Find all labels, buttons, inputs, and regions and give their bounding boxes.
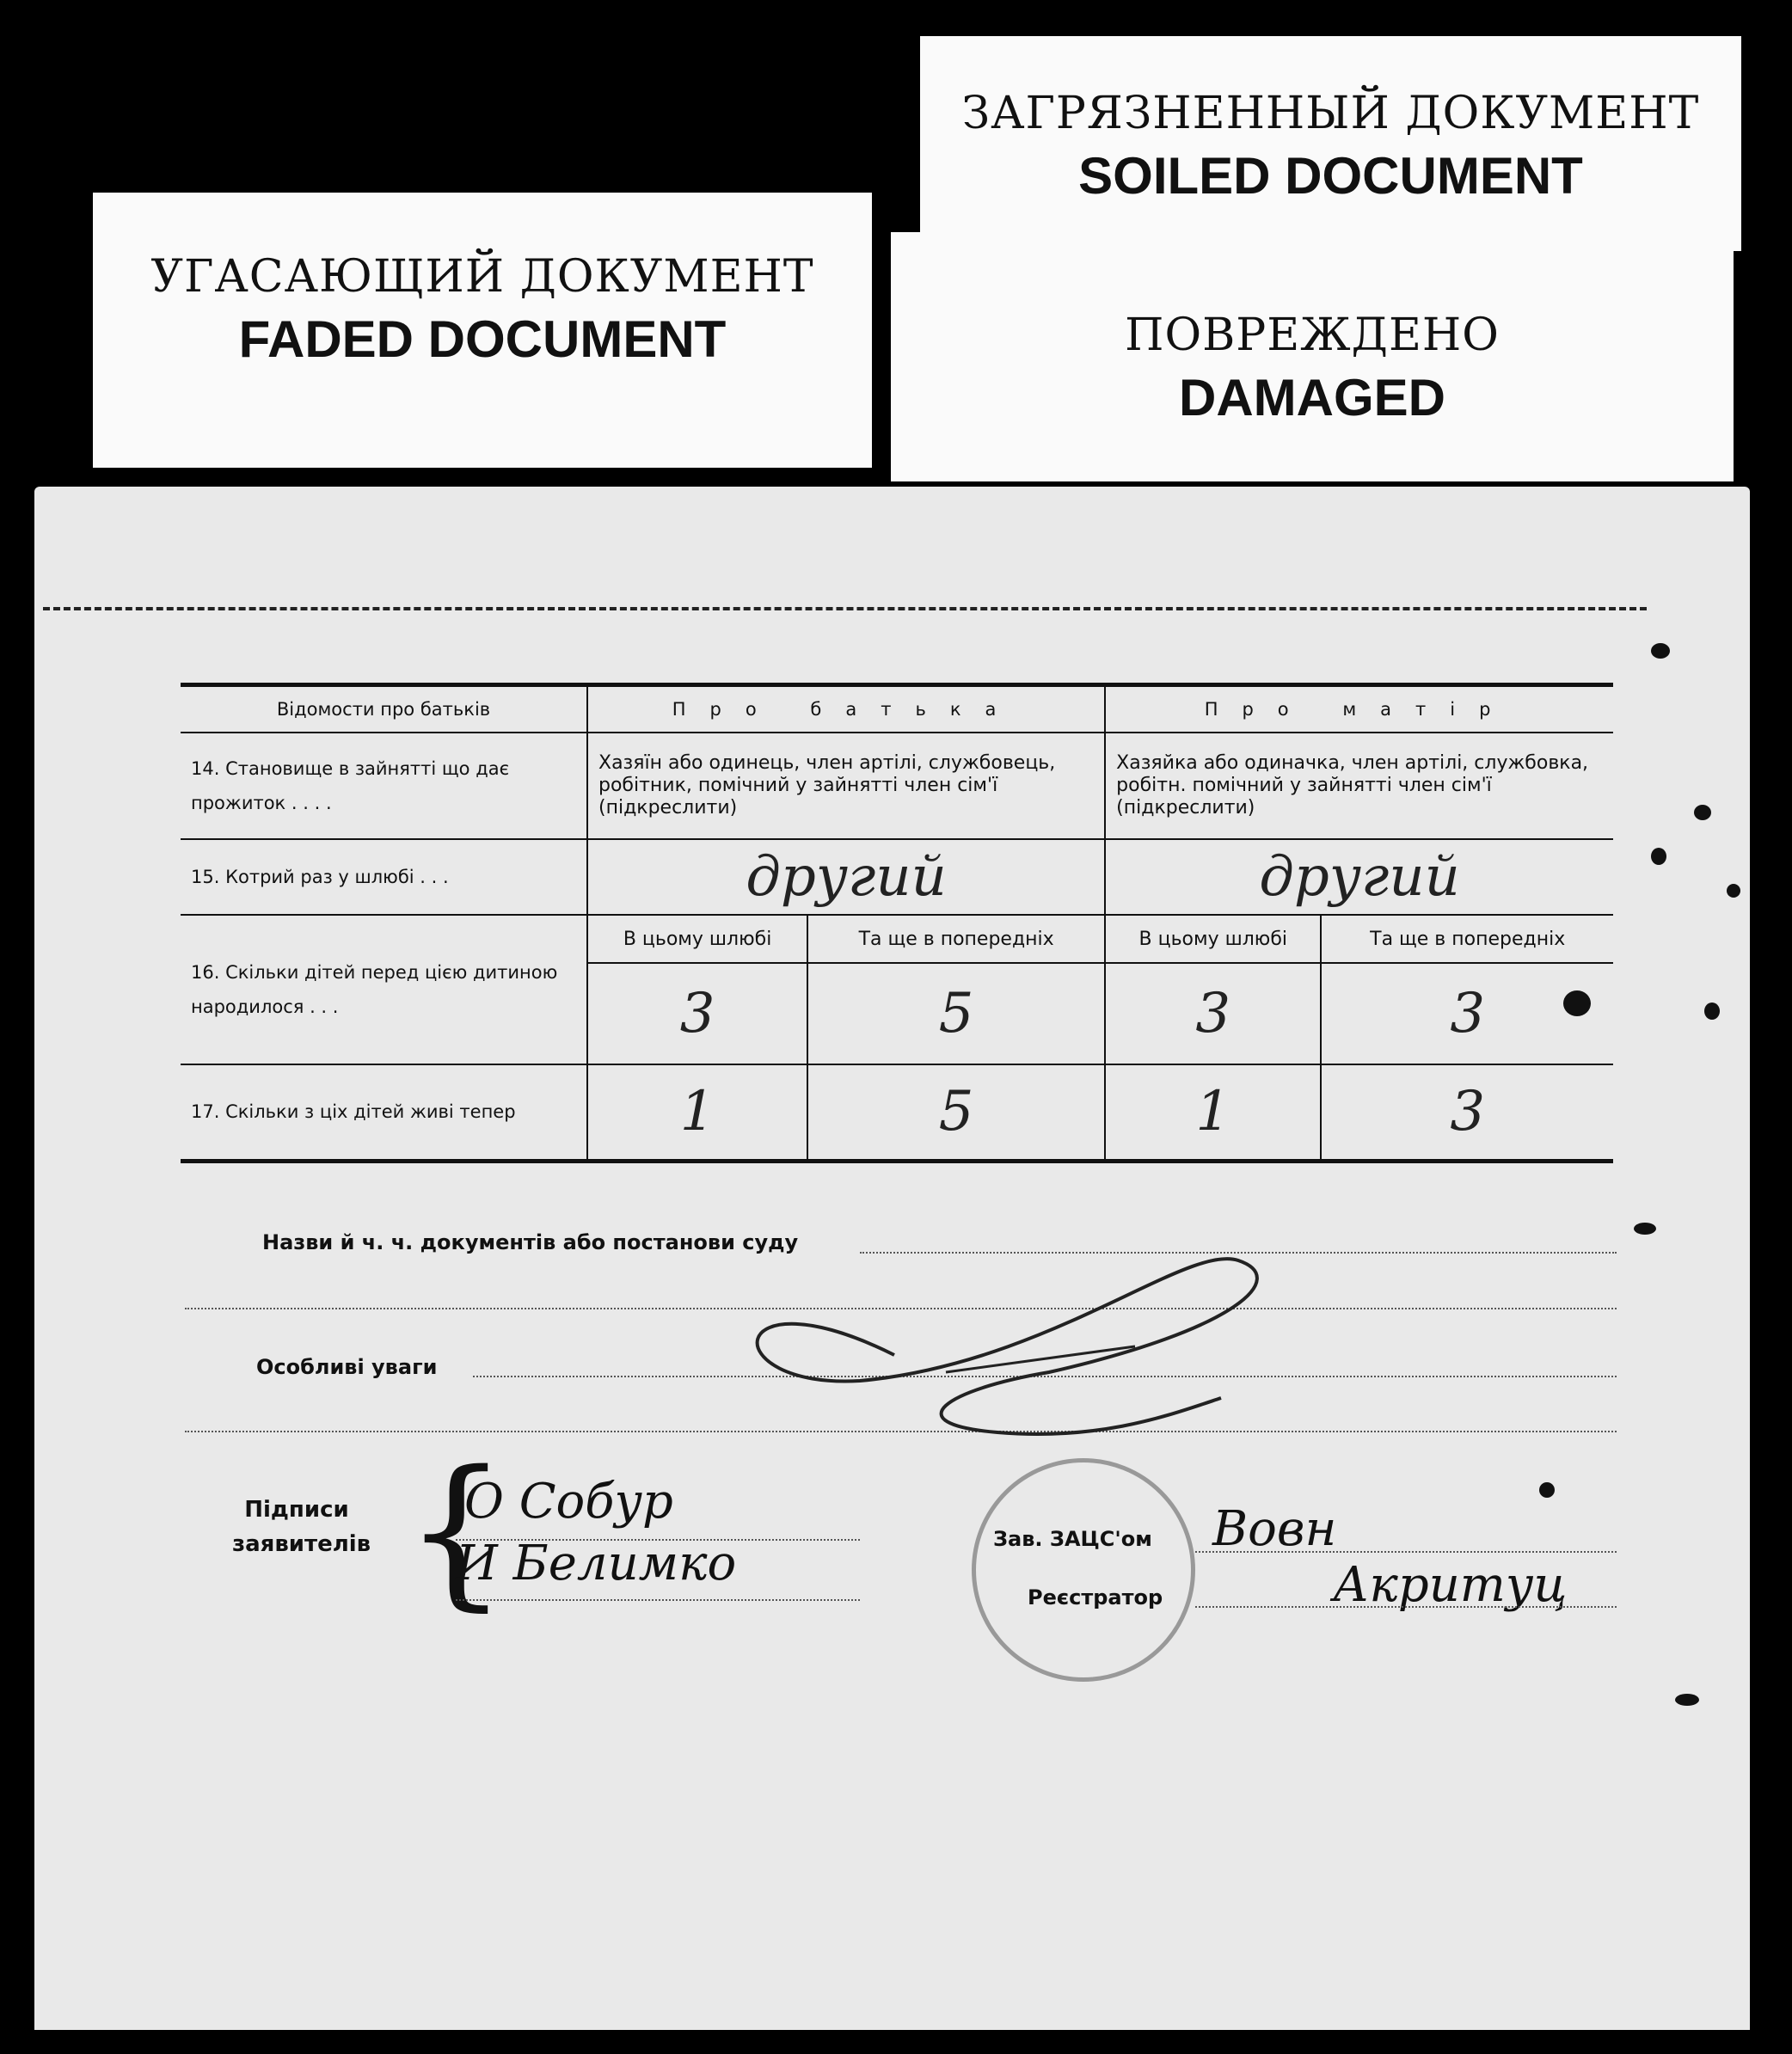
perforation-line <box>43 607 1647 610</box>
documents-field-label: Назви й ч. ч. документів або постанови суду <box>262 1230 799 1254</box>
row14-label: 14. Становище в зайнятті що дає прожиток . . . . <box>181 733 587 839</box>
head-signature: Вовн <box>1212 1501 1337 1557</box>
row14-father: Хазяїн або одинець, член артілі, службовець, робітник, помічний у зайнятті член сім'ї (підкреслити) <box>587 733 1105 839</box>
brace-icon: { <box>404 1436 508 1626</box>
header-father: Про батька <box>587 685 1105 733</box>
row16-mother-this: 3 <box>1105 963 1321 1064</box>
soiled-label-ru: ЗАГРЯЗНЕННЫЙ ДОКУМЕНТ <box>961 88 1700 139</box>
damaged-label-ru: ПОВРЕЖДЕНО <box>1125 310 1500 361</box>
official-stamp <box>972 1458 1195 1682</box>
row16-label: 16. Скільки дітей перед цією дитиною народилося . . . <box>181 915 587 1064</box>
parents-info-table <box>181 683 1613 1163</box>
header-mother: Про матір <box>1105 685 1613 733</box>
cancel-flourish <box>688 1217 1307 1441</box>
document-page <box>34 487 1750 2030</box>
hole-mark <box>1727 884 1740 898</box>
row16-father-previous: 5 <box>807 963 1105 1064</box>
row16-father-this: 3 <box>587 963 807 1064</box>
subhead-mother-previous: Та ще в попередніх <box>1321 915 1613 963</box>
row15-father: другий <box>587 839 1105 915</box>
row17-mother-this: 1 <box>1105 1064 1321 1161</box>
row17-mother-previous: 3 <box>1321 1064 1613 1161</box>
hole-mark <box>1704 1002 1720 1020</box>
remarks-field-label: Особливі уваги <box>256 1355 438 1379</box>
damaged-document-label <box>891 232 1734 481</box>
row17-label: 17. Скільки з ціх дітей живі тепер <box>181 1064 587 1161</box>
registrar-signature: Акритуц <box>1333 1557 1568 1613</box>
damaged-label-en: DAMAGED <box>1179 369 1445 426</box>
faded-label-en: FADED DOCUMENT <box>238 310 727 368</box>
head-line <box>1195 1551 1617 1553</box>
applicant-line-2 <box>456 1599 860 1601</box>
row16-mother-previous: 3 <box>1321 963 1613 1064</box>
row17-father-this: 1 <box>587 1064 807 1161</box>
faded-document-label <box>93 193 872 468</box>
soiled-label-en: SOILED DOCUMENT <box>1078 147 1583 205</box>
subhead-mother-this: В цьому шлюбі <box>1105 915 1321 963</box>
faded-label-ru: УГАСАЮЩИЙ ДОКУМЕНТ <box>150 251 814 303</box>
row17-father-previous: 5 <box>807 1064 1105 1161</box>
hole-mark <box>1634 1223 1656 1235</box>
header-parents-info: Відомости про батьків <box>181 685 587 733</box>
hole-mark <box>1694 805 1711 820</box>
subhead-father-previous: Та ще в попередніх <box>807 915 1105 963</box>
hole-mark <box>1675 1694 1699 1706</box>
subhead-father-this: В цьому шлюбі <box>587 915 807 963</box>
row15-label: 15. Котрий раз у шлюбі . . . <box>181 839 587 915</box>
registrar-line <box>1195 1606 1617 1608</box>
row15-mother: другий <box>1105 839 1613 915</box>
applicant-signature-2: И Белимко <box>456 1536 737 1591</box>
applicant-signature-1: О Собур <box>464 1474 673 1530</box>
applicants-label: Підписи заявителів <box>232 1497 371 1557</box>
row14-mother: Хазяйка або одиначка, член артілі, службовка, робітн. помічний у зайнятті член сім'ї (підкреслити) <box>1105 733 1613 839</box>
hole-mark <box>1651 848 1666 865</box>
hole-mark <box>1539 1482 1555 1498</box>
head-label: Зав. ЗАЦС'ом <box>993 1527 1152 1551</box>
soiled-document-label <box>920 36 1741 251</box>
hole-mark <box>1651 643 1670 659</box>
registrar-label: Реєстратор <box>1028 1585 1163 1609</box>
